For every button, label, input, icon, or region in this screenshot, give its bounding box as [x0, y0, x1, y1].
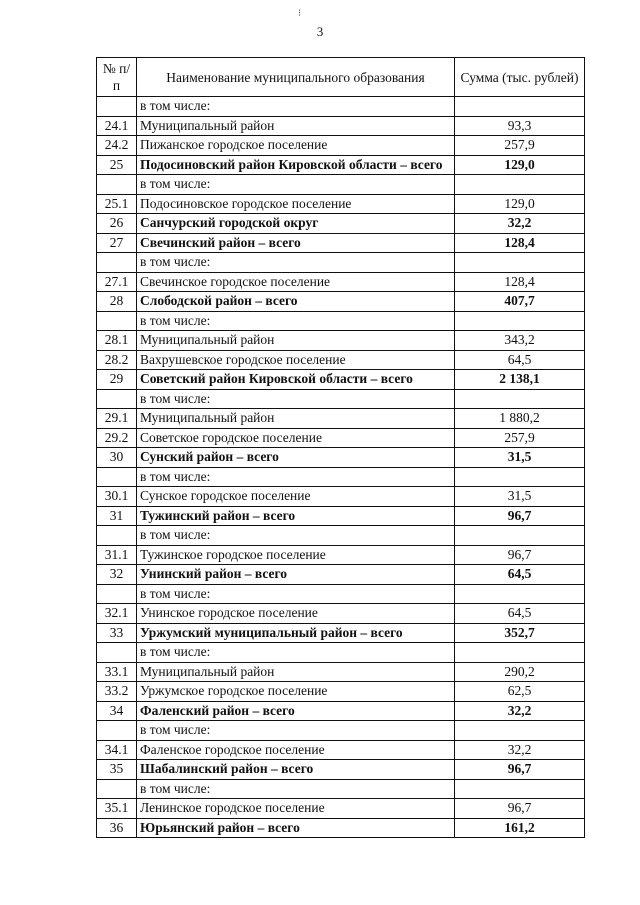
table-header-row: [97, 58, 585, 97]
table-row: [97, 194, 585, 214]
row-name: в том числе:: [137, 97, 455, 117]
row-num: 28: [97, 292, 137, 312]
table-row: [97, 604, 585, 624]
row-sum: 31,5: [455, 448, 585, 468]
row-name: Фаленский район – всего: [137, 701, 455, 721]
row-num: 25.1: [97, 194, 137, 214]
table-row: [97, 721, 585, 741]
table-row: [97, 818, 585, 838]
row-sum: 64,5: [455, 565, 585, 585]
row-name: Санчурский городской округ: [137, 214, 455, 234]
row-num: 29.2: [97, 428, 137, 448]
header-sum: Сумма (тыс. рублей): [455, 58, 585, 97]
row-num: 31: [97, 506, 137, 526]
table-row: [97, 740, 585, 760]
table-row: [97, 272, 585, 292]
table-row: [97, 214, 585, 234]
row-name: Унинское городское поселение: [137, 604, 455, 624]
row-num: 34: [97, 701, 137, 721]
table-row: [97, 389, 585, 409]
row-num: [97, 721, 137, 741]
row-sum: 128,4: [455, 233, 585, 253]
row-sum: 343,2: [455, 331, 585, 351]
row-name: в том числе:: [137, 175, 455, 195]
row-sum: [455, 721, 585, 741]
table-row: [97, 370, 585, 390]
table-row: [97, 467, 585, 487]
row-name: Муниципальный район: [137, 409, 455, 429]
table-row: [97, 350, 585, 370]
table-row: [97, 409, 585, 429]
row-num: 33.1: [97, 662, 137, 682]
table-row: [97, 506, 585, 526]
table-row: [97, 136, 585, 156]
row-sum: 64,5: [455, 604, 585, 624]
row-name: Унинский район – всего: [137, 565, 455, 585]
row-name: Советское городское поселение: [137, 428, 455, 448]
row-name: Слободской район – всего: [137, 292, 455, 312]
table-body: [97, 97, 585, 838]
row-name: Свечинский район – всего: [137, 233, 455, 253]
row-name: в том числе:: [137, 584, 455, 604]
table-row: [97, 292, 585, 312]
row-sum: [455, 643, 585, 663]
row-name: Сунское городское поселение: [137, 487, 455, 507]
row-num: 32.1: [97, 604, 137, 624]
row-name: в том числе:: [137, 253, 455, 273]
table-row: [97, 448, 585, 468]
row-num: 29: [97, 370, 137, 390]
row-sum: [455, 311, 585, 331]
row-sum: 31,5: [455, 487, 585, 507]
row-num: 29.1: [97, 409, 137, 429]
budget-table: [96, 57, 585, 838]
table-row: [97, 545, 585, 565]
row-name: Уржумский муниципальный район – всего: [137, 623, 455, 643]
row-num: 33: [97, 623, 137, 643]
row-name: Советский район Кировской области – всего: [137, 370, 455, 390]
row-name: Пижанское городское поселение: [137, 136, 455, 156]
row-name: Муниципальный район: [137, 116, 455, 136]
row-name: Шабалинский район – всего: [137, 760, 455, 780]
row-sum: [455, 779, 585, 799]
row-num: 35: [97, 760, 137, 780]
page-number: 3: [316, 24, 324, 39]
table-row: [97, 799, 585, 819]
row-num: 30.1: [97, 487, 137, 507]
row-name: Фаленское городское поселение: [137, 740, 455, 760]
header-num: № п/п: [97, 58, 137, 97]
row-num: 30: [97, 448, 137, 468]
row-num: 28.1: [97, 331, 137, 351]
table-row: [97, 233, 585, 253]
row-num: 31.1: [97, 545, 137, 565]
row-sum: 257,9: [455, 428, 585, 448]
row-sum: 96,7: [455, 760, 585, 780]
row-name: в том числе:: [137, 389, 455, 409]
row-sum: 32,2: [455, 214, 585, 234]
row-sum: 161,2: [455, 818, 585, 838]
row-name: Свечинское городское поселение: [137, 272, 455, 292]
row-name: в том числе:: [137, 721, 455, 741]
table-row: [97, 116, 585, 136]
row-num: [97, 175, 137, 195]
row-name: Сунский район – всего: [137, 448, 455, 468]
table-row: [97, 175, 585, 195]
row-sum: 128,4: [455, 272, 585, 292]
table-row: [97, 253, 585, 273]
table-row: [97, 682, 585, 702]
row-sum: 64,5: [455, 350, 585, 370]
row-num: 24.2: [97, 136, 137, 156]
table-row: [97, 643, 585, 663]
row-name: Уржумское городское поселение: [137, 682, 455, 702]
row-sum: 96,7: [455, 799, 585, 819]
row-sum: 62,5: [455, 682, 585, 702]
table-row: [97, 331, 585, 351]
row-sum: [455, 389, 585, 409]
table-row: [97, 662, 585, 682]
row-num: 33.2: [97, 682, 137, 702]
row-name: Юрьянский район – всего: [137, 818, 455, 838]
row-sum: [455, 467, 585, 487]
row-sum: 1 880,2: [455, 409, 585, 429]
row-sum: 129,0: [455, 155, 585, 175]
row-name: Муниципальный район: [137, 331, 455, 351]
row-num: 36: [97, 818, 137, 838]
row-num: 24.1: [97, 116, 137, 136]
row-num: [97, 311, 137, 331]
row-sum: [455, 97, 585, 117]
row-name: Подосиновское городское поселение: [137, 194, 455, 214]
table-row: [97, 584, 585, 604]
row-num: [97, 779, 137, 799]
row-num: [97, 643, 137, 663]
row-num: 32: [97, 565, 137, 585]
row-sum: 407,7: [455, 292, 585, 312]
row-name: в том числе:: [137, 643, 455, 663]
row-name: в том числе:: [137, 311, 455, 331]
row-num: 28.2: [97, 350, 137, 370]
table-row: [97, 428, 585, 448]
row-num: 34.1: [97, 740, 137, 760]
row-sum: 290,2: [455, 662, 585, 682]
table-row: [97, 565, 585, 585]
row-name: в том числе:: [137, 779, 455, 799]
table-row: [97, 311, 585, 331]
row-name: Подосиновский район Кировской области – всего: [137, 155, 455, 175]
row-name: в том числе:: [137, 526, 455, 546]
row-num: 35.1: [97, 799, 137, 819]
row-num: 27.1: [97, 272, 137, 292]
scan-speck: ⁝: [298, 8, 302, 19]
row-num: 27: [97, 233, 137, 253]
row-sum: [455, 253, 585, 273]
table-row: [97, 487, 585, 507]
row-name: Тужинское городское поселение: [137, 545, 455, 565]
row-sum: 32,2: [455, 701, 585, 721]
row-name: Тужинский район – всего: [137, 506, 455, 526]
row-name: Вахрушевское городское поселение: [137, 350, 455, 370]
row-sum: 93,3: [455, 116, 585, 136]
table-row: [97, 526, 585, 546]
row-sum: [455, 584, 585, 604]
row-sum: 257,9: [455, 136, 585, 156]
table-row: [97, 155, 585, 175]
row-num: [97, 253, 137, 273]
row-sum: 129,0: [455, 194, 585, 214]
row-sum: 2 138,1: [455, 370, 585, 390]
table-row: [97, 779, 585, 799]
row-sum: 96,7: [455, 545, 585, 565]
row-num: [97, 584, 137, 604]
row-num: [97, 526, 137, 546]
row-sum: 96,7: [455, 506, 585, 526]
row-name: Ленинское городское поселение: [137, 799, 455, 819]
row-num: 25: [97, 155, 137, 175]
row-sum: [455, 526, 585, 546]
row-sum: 32,2: [455, 740, 585, 760]
header-name: Наименование муниципального образования: [137, 58, 455, 97]
table-row: [97, 623, 585, 643]
row-num: [97, 97, 137, 117]
row-name: Муниципальный район: [137, 662, 455, 682]
table-row: [97, 97, 585, 117]
row-sum: 352,7: [455, 623, 585, 643]
table-row: [97, 701, 585, 721]
row-sum: [455, 175, 585, 195]
row-num: [97, 467, 137, 487]
row-num: 26: [97, 214, 137, 234]
table-row: [97, 760, 585, 780]
row-num: [97, 389, 137, 409]
row-name: в том числе:: [137, 467, 455, 487]
